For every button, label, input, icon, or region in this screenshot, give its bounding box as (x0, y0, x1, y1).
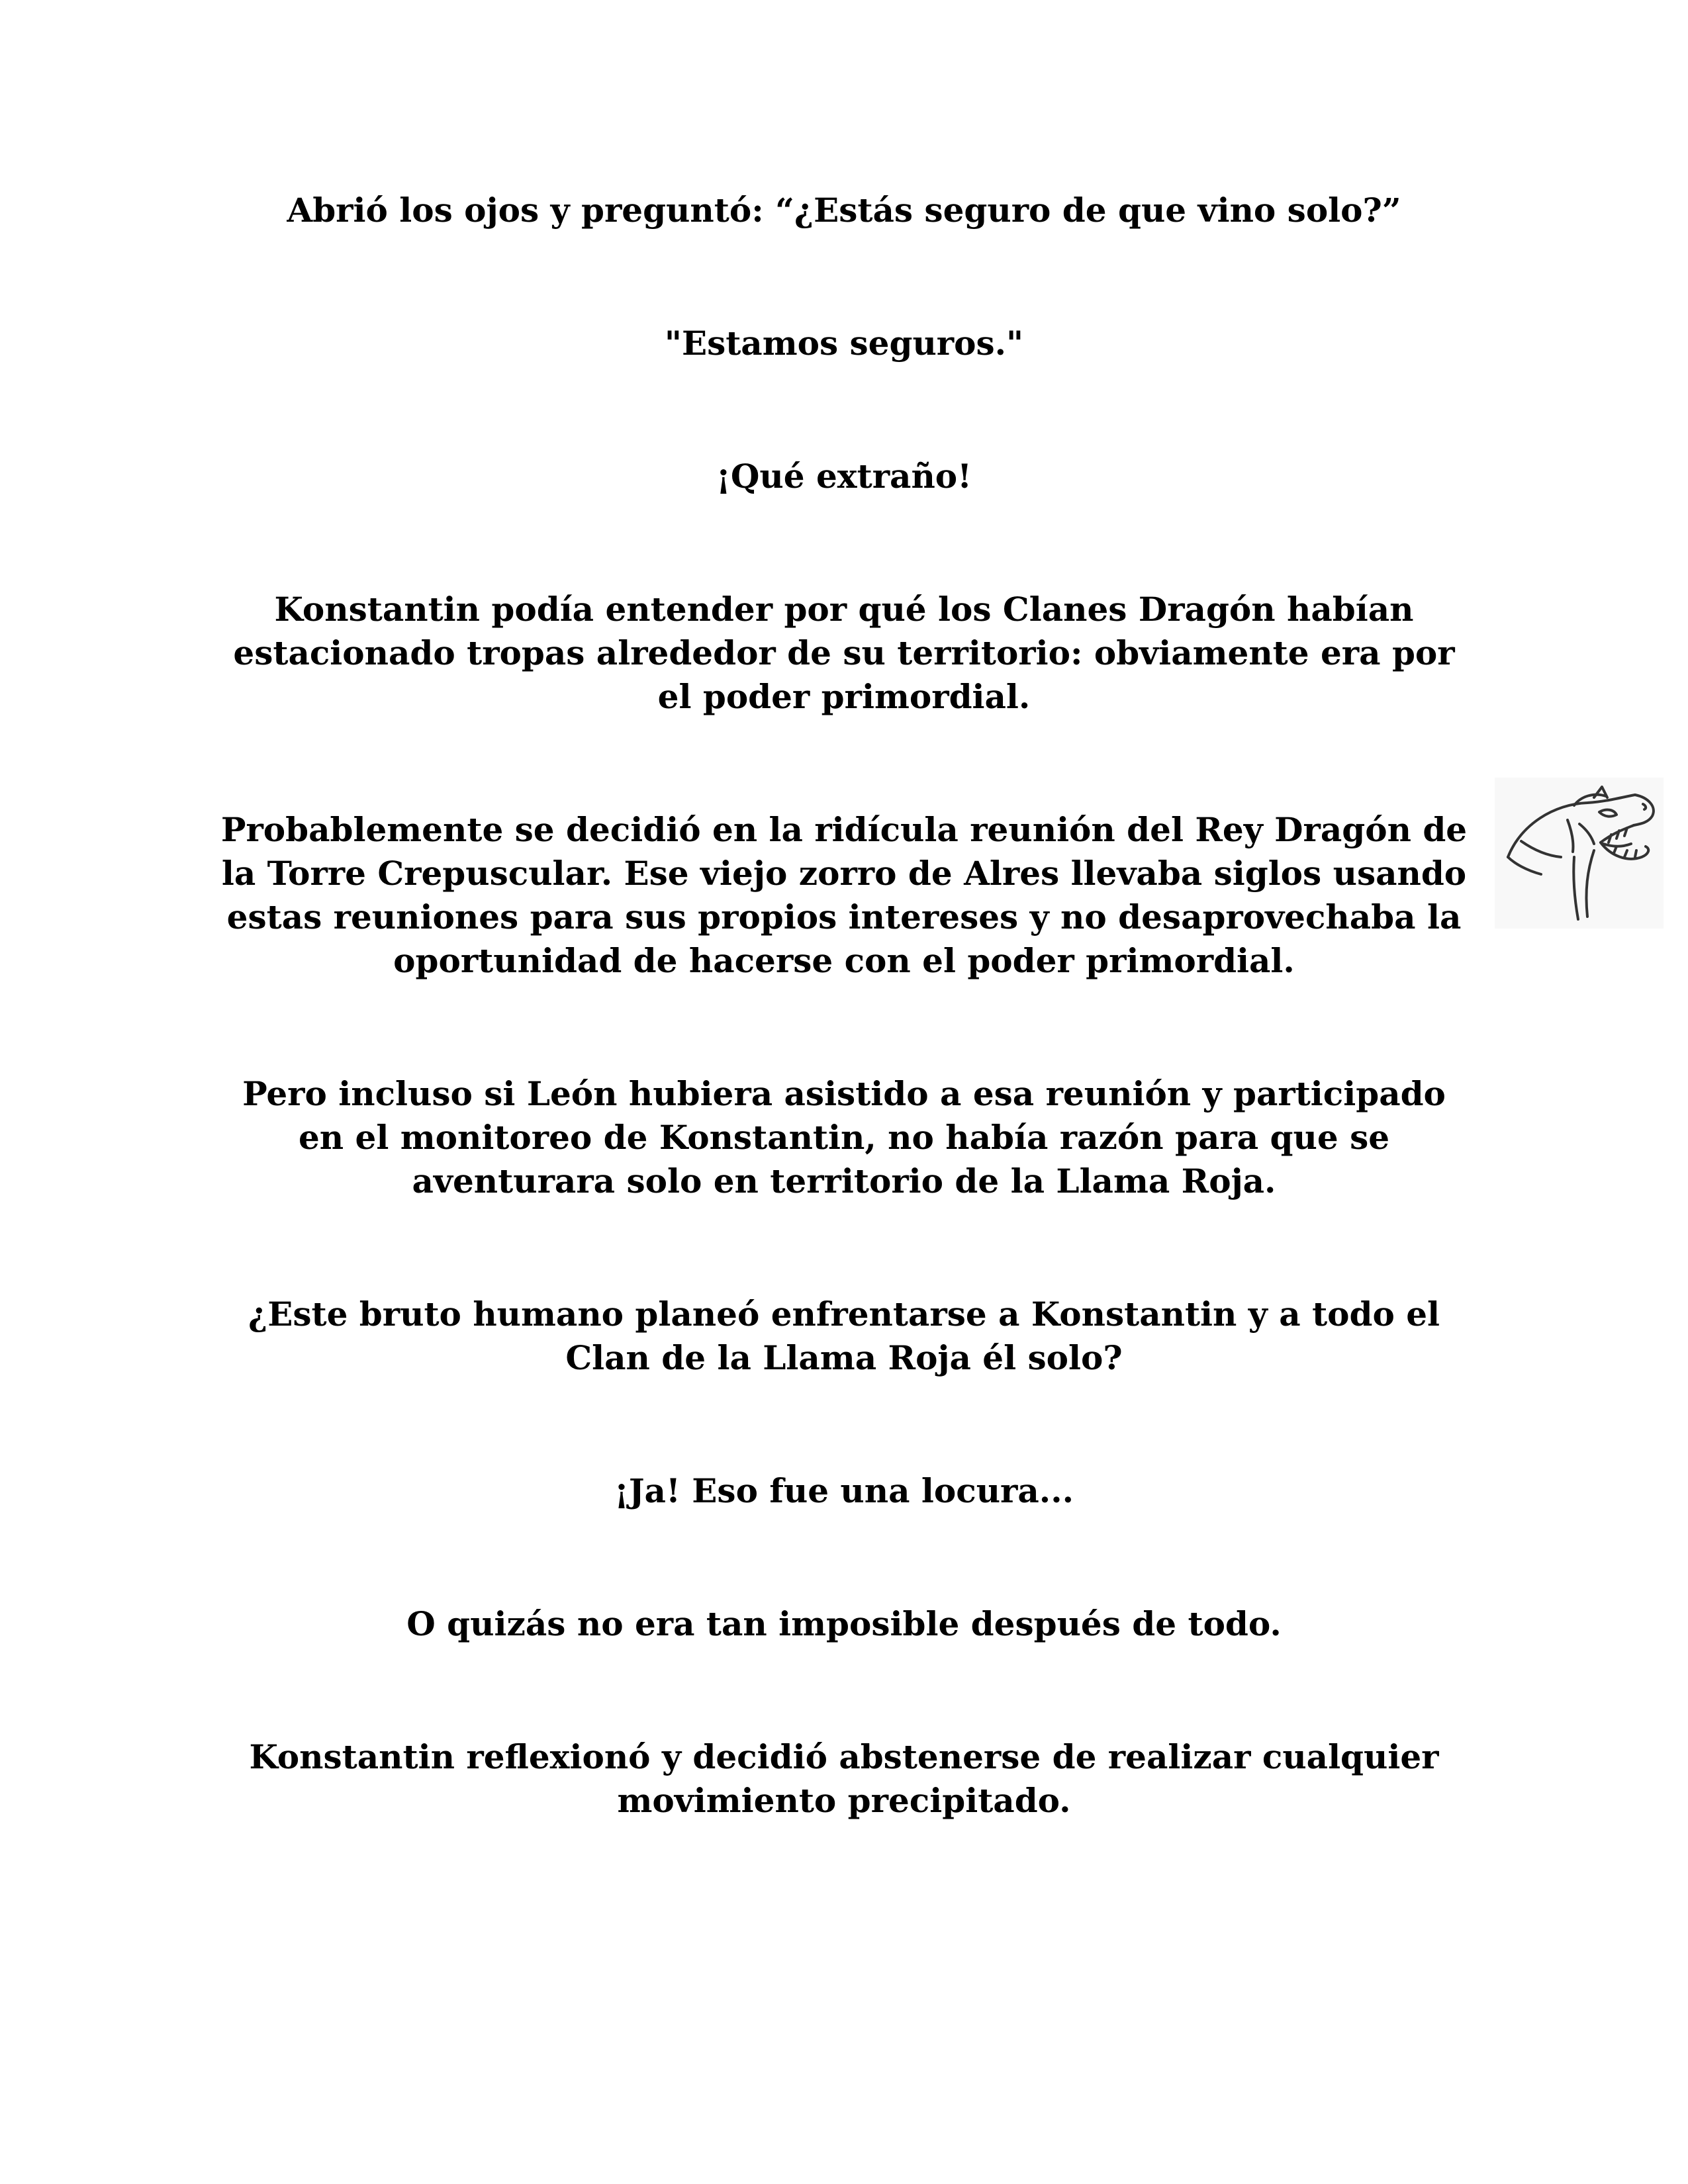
text-column (218, 189, 1470, 1912)
paragraph-7: ¿Este bruto humano planeó enfrentarse a Konstantin y a todo el Clan de la Llama Roja él solo? (248, 1295, 1440, 1377)
paragraph-5: Probablemente se decidió en la ridícula reunión del Rey Dragón de la Torre Crepuscular. Ese viejo zorro de Alres llevaba siglos usando estas reuniones para sus propios intereses y no desaprovechaba la oportunidad de hacerse con el poder primordial. (220, 810, 1468, 980)
paragraph-9: O quizás no era tan imposible después de todo. (406, 1604, 1282, 1643)
paragraph-10: Konstantin reflexionó y decidió abstenerse de realizar cualquier movimiento precipitado. (249, 1737, 1439, 1820)
paragraph-8: ¡Ja! Eso fue una locura... (614, 1471, 1074, 1510)
paragraph-2: "Estamos seguros." (664, 324, 1024, 363)
paragraph-1: Abrió los ojos y preguntó: “¿Estás seguro de que vino solo?” (287, 191, 1401, 230)
dragon-head-sketch-icon (1495, 778, 1664, 929)
paragraph-4: Konstantin podía entender por qué los Clanes Dragón habían estacionado tropas alrededor de su territorio: obviamente era por el poder primordial. (233, 590, 1455, 716)
paragraph-6: Pero incluso si León hubiera asistido a esa reunión y participado en el monitoreo de Konstantin, no había razón para que se aventurara solo en territorio de la Llama Roja. (242, 1074, 1446, 1201)
paragraph-3: ¡Qué extraño! (716, 457, 972, 496)
